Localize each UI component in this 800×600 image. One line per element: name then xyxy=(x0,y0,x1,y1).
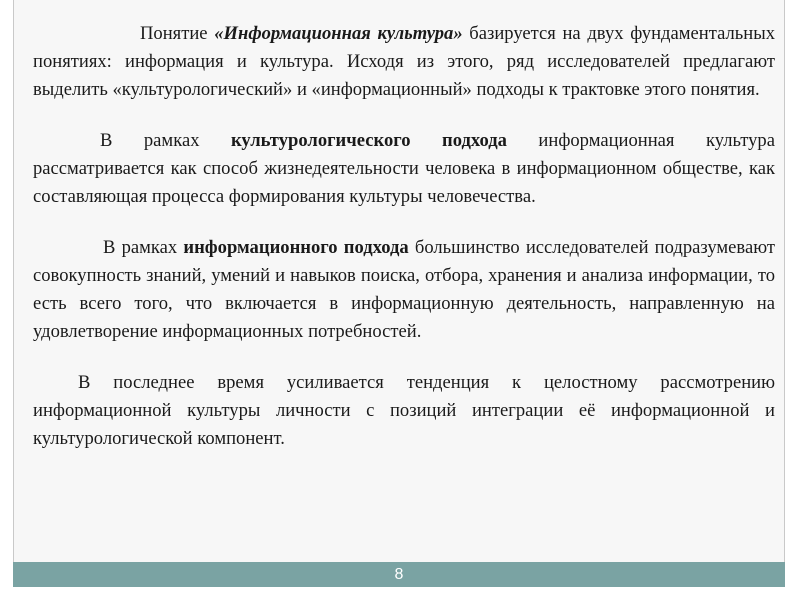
slide-text-body xyxy=(33,20,775,453)
paragraph-concept-rest: базируется на двух фундаментальных понятиях: информация и культура. Исходя из этого, ряд исследователей предлагают выделить «культурологический» и «информационный» подходы к трактовке этого понятия. xyxy=(33,23,775,100)
paragraph-cultural-approach xyxy=(33,127,775,211)
paragraph-cultural-rest: информационная культура рассматривается как способ жизнедеятельности человека в информационном обществе, как составляющая процесса формирования культуры человечества. xyxy=(33,130,775,207)
term-cultural-approach: культурологического подхода xyxy=(230,130,507,151)
page-number: 8 xyxy=(394,565,404,583)
paragraph-integration-trend: В последнее время усиливается тенденция к целостному рассмотрению информационной культуры личности с позиций интеграции её информационной и культурологической компонент. xyxy=(33,372,775,449)
term-information-approach: информационного подхода xyxy=(183,237,409,258)
paragraph-information-lead: В рамках xyxy=(103,237,184,258)
paragraph-cultural-lead: В рамках xyxy=(100,130,231,151)
footer-bar xyxy=(13,562,785,587)
paragraph-information-approach xyxy=(33,234,775,346)
paragraph-gap xyxy=(33,346,775,369)
paragraph-concept xyxy=(33,20,775,104)
paragraph-gap xyxy=(33,104,775,127)
term-information-culture: «Информационная культура» xyxy=(214,23,463,44)
paragraph-concept-lead: Понятие xyxy=(140,23,215,44)
paragraph-gap xyxy=(33,211,775,234)
paragraph-information-rest: большинство исследователей подразумевают совокупность знаний, умений и навыков поиска, отбора, хранения и анализа информации, то есть всего того, что включается в информационную деятельность, направленную на удовлетворение информационных потребностей. xyxy=(33,237,775,342)
